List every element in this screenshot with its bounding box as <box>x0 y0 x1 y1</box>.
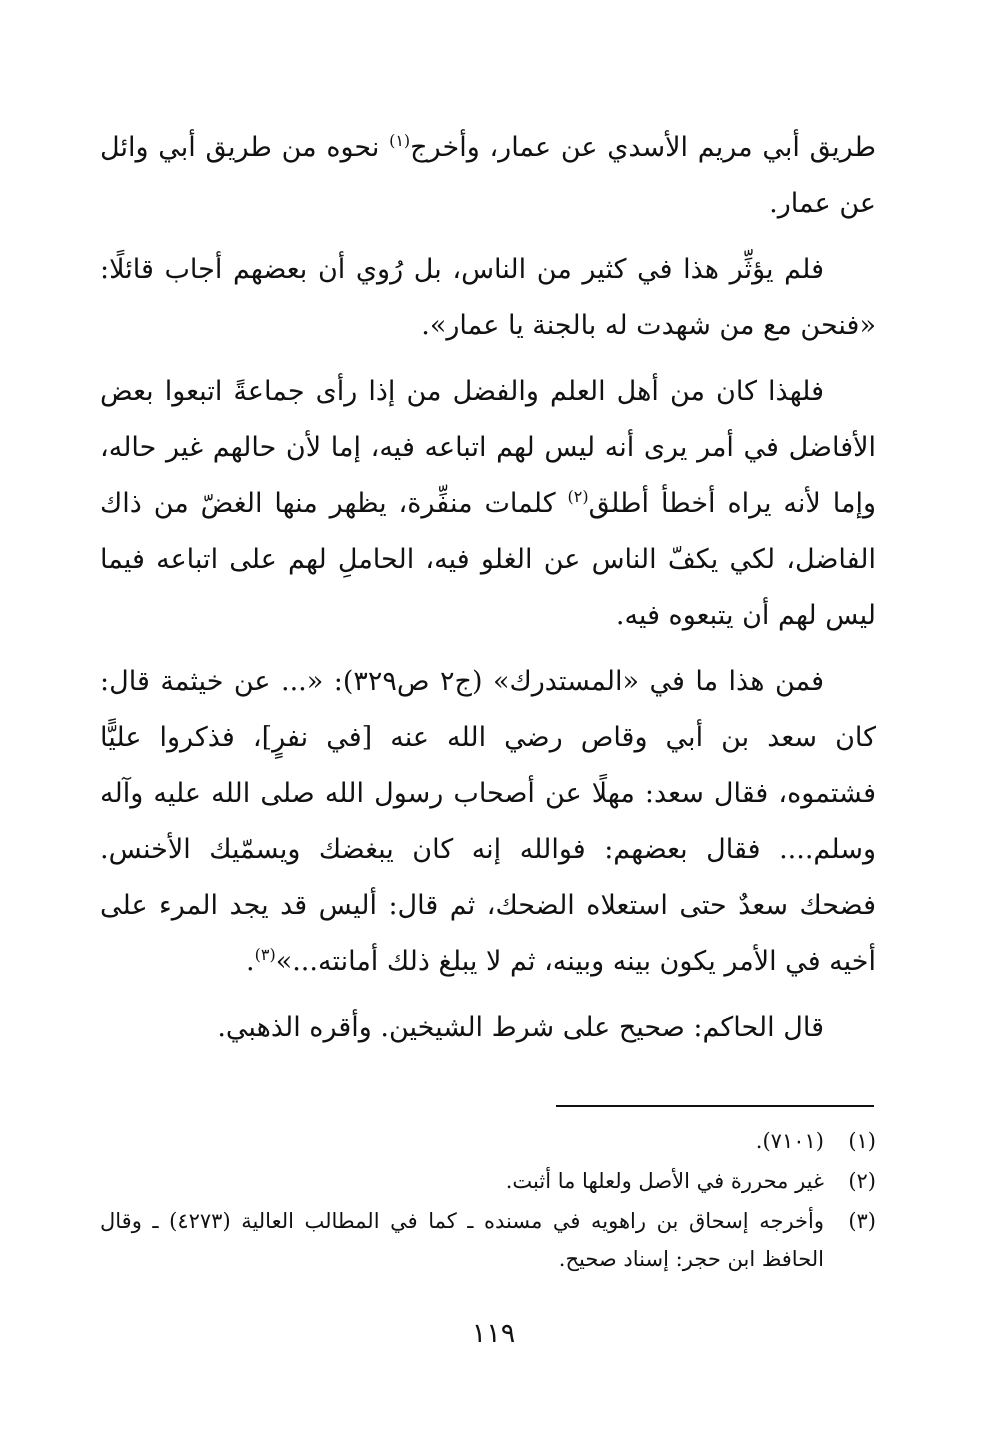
footnotes <box>100 1122 876 1280</box>
paragraph-3 <box>100 364 876 644</box>
footnote-2 <box>100 1162 876 1200</box>
paragraph-text: . <box>246 946 255 977</box>
paragraph-text: كلمات منفِّرة، يظهر منها الغضّ من ذاك الفاضل، لكي يكفّ الناس عن الغلو فيه، الحاملِ لهم على اتباعه فيما ليس لهم أن يتبعوه فيه. <box>100 488 876 631</box>
paragraph-text: فلم يؤثِّر هذا في كثير من الناس، بل رُوي أن بعضهم أجاب قائلًا: «فنحن مع من شهدت له بالجنة يا عمار». <box>100 254 876 341</box>
footnote-1 <box>100 1122 876 1160</box>
footnote-divider <box>556 1105 874 1107</box>
footnote-number: (١) <box>848 1129 876 1153</box>
page-number: ١١٩ <box>471 1318 516 1349</box>
footnote-number: (٢) <box>848 1169 876 1193</box>
paragraph-text: طريق أبي مريم الأسدي عن عمار، وأخرج <box>410 132 876 163</box>
paragraph-2 <box>100 242 876 354</box>
footnote-text: غير محررة في الأصل ولعلها ما أثبت. <box>505 1169 824 1193</box>
footnote-number: (٣) <box>848 1209 876 1233</box>
footnote-text: وأخرجه إسحاق بن راهويه في مسنده ـ كما في المطالب العالية (٤٢٧٣) ـ وقال الحافظ ابن حجر: إسناد صحيح. <box>100 1209 824 1271</box>
footnote-ref-2[interactable]: (٢) <box>567 487 589 506</box>
paragraph-1 <box>100 120 876 232</box>
paragraph-text: فلهذا كان من أهل العلم والفضل من إذا رأى جماعةً اتبعوا بعض الأفاضل في أمر يرى أنه ليس لهم اتباعه فيه، إما لأن حالهم غير حاله، وإما لأنه يراه أخطأ أطلق <box>100 376 876 519</box>
paragraph-4 <box>100 654 876 990</box>
paragraph-text: نحوه من طريق أبي وائل عن عمار. <box>100 132 876 219</box>
main-text <box>100 120 876 1066</box>
paragraph-text: فمن هذا ما في «المستدرك» (ج٢ ص٣٢٩): «... عن خيثمة قال: كان سعد بن أبي وقاص رضي الله عنه [في نفرٍ]، فذكروا عليًّا فشتموه، فقال سعد: مهلًا عن أصحاب رسول الله صلى الله عليه وآله وسلم.... فقال بعضهم: فوالله إنه كان يبغضك ويسمّيك الأخنس. فضحك سعدٌ حتى استعلاه الضحك، ثم قال: أليس قد يجد المرء على أخيه في الأمر يكون بينه وبينه، ثم لا يبلغ ذلك أمانته...» <box>100 666 876 977</box>
paragraph-text: قال الحاكم: صحيح على شرط الشيخين. وأقره الذهبي. <box>217 1012 824 1043</box>
footnote-ref-1[interactable]: (١) <box>389 131 411 150</box>
paragraph-5 <box>100 1000 876 1056</box>
footnote-text: (٧١٠١). <box>755 1129 824 1153</box>
footnote-3 <box>100 1202 876 1278</box>
footnote-ref-3[interactable]: (٣) <box>254 945 276 964</box>
